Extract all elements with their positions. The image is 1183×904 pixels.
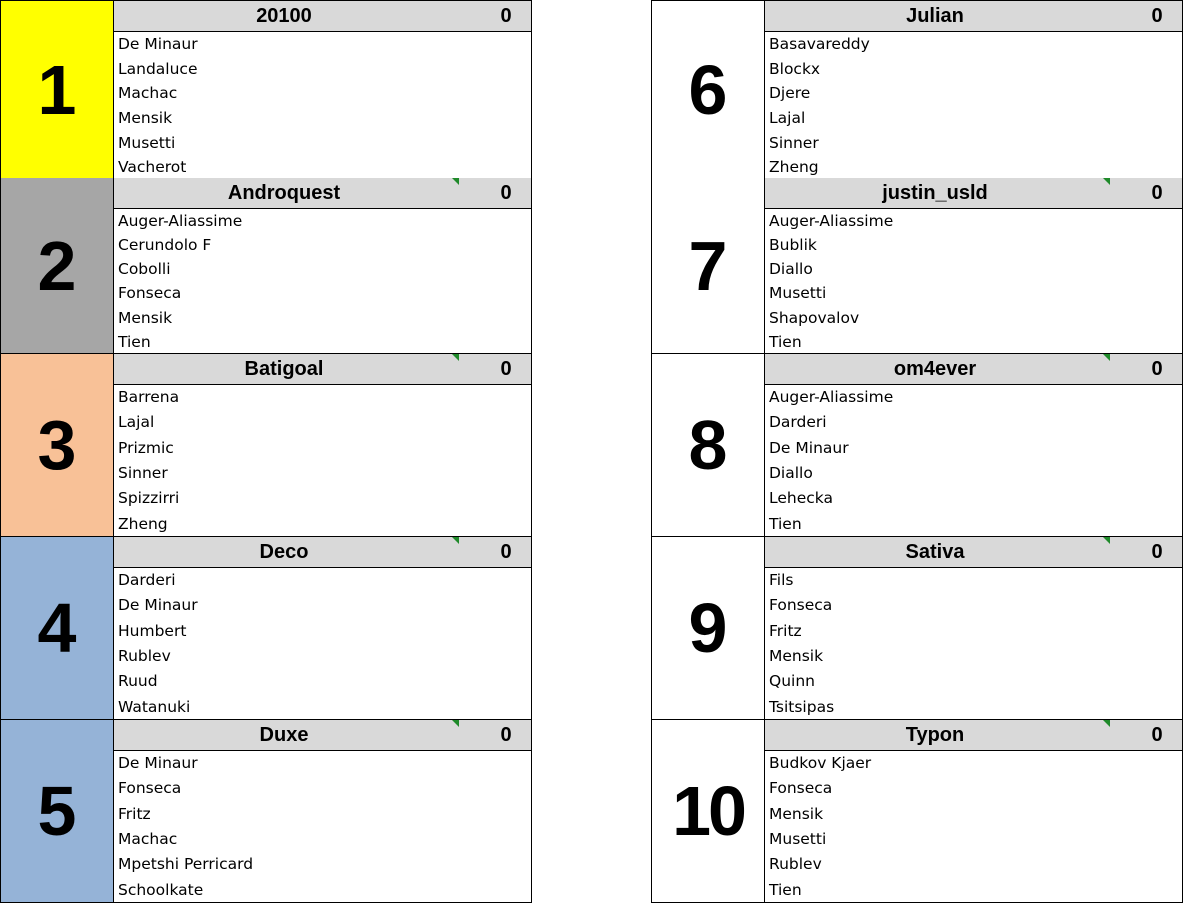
player-name[interactable]: De Minaur: [118, 596, 198, 615]
player-name[interactable]: Machac: [118, 84, 178, 103]
team-score: 0: [1151, 182, 1163, 204]
rank-cell[interactable]: 8: [652, 354, 765, 536]
player-name[interactable]: Barrena: [118, 388, 180, 406]
player-name[interactable]: Spizzirri: [118, 489, 180, 508]
player-name[interactable]: Machac: [118, 829, 178, 848]
player-name[interactable]: Mpetshi Perricard: [118, 855, 254, 874]
team-name: Sativa: [905, 541, 965, 563]
player-name[interactable]: Basavareddy: [769, 35, 870, 53]
team-block: [0, 178, 532, 354]
player-list: [114, 32, 531, 178]
team-block: [651, 0, 1183, 179]
player-name[interactable]: Djere: [769, 84, 811, 103]
player-name[interactable]: Tien: [769, 514, 802, 533]
player-name[interactable]: Auger-Aliassime: [769, 212, 894, 230]
player-name[interactable]: Fritz: [769, 621, 802, 640]
player-name[interactable]: Darderi: [118, 571, 176, 589]
team-name: 20100: [256, 5, 312, 27]
player-name[interactable]: De Minaur: [769, 438, 849, 457]
player-list: [114, 385, 531, 536]
player-name[interactable]: Schoolkate: [118, 880, 204, 899]
rank-cell[interactable]: 7: [652, 178, 765, 353]
team-block: [0, 0, 532, 179]
player-name[interactable]: Diallo: [769, 260, 813, 279]
player-name[interactable]: Fonseca: [118, 284, 182, 303]
rank-cell[interactable]: 1: [1, 1, 114, 178]
team-score: 0: [500, 541, 512, 563]
player-name[interactable]: De Minaur: [118, 754, 198, 772]
player-name[interactable]: Shapovalov: [769, 308, 860, 327]
rank-cell[interactable]: 6: [652, 1, 765, 178]
player-list: [765, 209, 1182, 353]
player-name[interactable]: Zheng: [118, 514, 168, 533]
team-score: 0: [500, 5, 512, 27]
team-header[interactable]: [114, 720, 531, 751]
player-name[interactable]: Fonseca: [118, 779, 182, 798]
player-name[interactable]: Lehecka: [769, 489, 833, 508]
player-name[interactable]: Landaluce: [118, 59, 198, 78]
team-header[interactable]: [765, 178, 1182, 209]
team-name: Julian: [906, 5, 964, 27]
player-name[interactable]: De Minaur: [118, 35, 198, 53]
player-name[interactable]: Rublev: [118, 646, 171, 665]
player-name[interactable]: Tsitsipas: [769, 697, 835, 716]
player-name[interactable]: Mensik: [118, 108, 173, 127]
rank-cell[interactable]: 10: [652, 720, 765, 902]
team-name: Typon: [905, 724, 965, 746]
team-name: Batigoal: [244, 358, 324, 380]
player-list: [765, 385, 1182, 536]
player-name[interactable]: Musetti: [118, 133, 176, 152]
player-list: [765, 568, 1182, 719]
player-name[interactable]: Bublik: [769, 236, 817, 255]
player-name[interactable]: Lajal: [118, 413, 155, 432]
player-list: [765, 32, 1182, 178]
team-block: [651, 720, 1183, 903]
player-name[interactable]: Darderi: [769, 413, 827, 432]
player-name[interactable]: Budkov Kjaer: [769, 754, 872, 772]
player-name[interactable]: Vacherot: [118, 158, 187, 177]
player-name[interactable]: Diallo: [769, 463, 813, 482]
player-name[interactable]: Fritz: [118, 804, 151, 823]
team-name: justin_usld: [882, 182, 988, 204]
player-list: [765, 751, 1182, 902]
team-score: 0: [1151, 541, 1163, 563]
team-name: Duxe: [259, 724, 309, 746]
player-name[interactable]: Auger-Aliassime: [118, 212, 243, 230]
team-score: 0: [500, 182, 512, 204]
rank-cell[interactable]: 5: [1, 720, 114, 902]
player-name[interactable]: Watanuki: [118, 697, 191, 716]
player-name[interactable]: Lajal: [769, 108, 806, 127]
player-name[interactable]: Mensik: [769, 646, 824, 665]
player-name[interactable]: Musetti: [769, 829, 827, 848]
team-block: [0, 537, 532, 720]
team-header[interactable]: [114, 178, 531, 209]
player-name[interactable]: Musetti: [769, 284, 827, 303]
player-list: [114, 209, 531, 353]
team-score: 0: [1151, 5, 1163, 27]
team-block: [0, 354, 532, 537]
team-name: om4ever: [893, 358, 977, 380]
player-name[interactable]: Blockx: [769, 59, 821, 78]
player-name[interactable]: Cobolli: [118, 260, 171, 279]
player-name[interactable]: Ruud: [118, 672, 158, 691]
rank-cell[interactable]: 2: [1, 178, 114, 353]
player-name[interactable]: Fils: [769, 571, 794, 589]
player-name[interactable]: Mensik: [118, 308, 173, 327]
team-header[interactable]: [114, 1, 531, 32]
rank-cell[interactable]: 4: [1, 537, 114, 719]
player-name[interactable]: Tien: [769, 880, 802, 899]
player-name[interactable]: Auger-Aliassime: [769, 388, 894, 406]
player-name[interactable]: Tien: [118, 332, 151, 351]
player-name[interactable]: Cerundolo F: [118, 236, 212, 255]
team-header[interactable]: [765, 537, 1182, 568]
team-score: 0: [500, 358, 512, 380]
team-header[interactable]: [114, 537, 531, 568]
team-block: [651, 354, 1183, 537]
player-list: [114, 751, 531, 902]
player-name[interactable]: Prizmic: [118, 438, 174, 457]
team-header[interactable]: [765, 1, 1182, 32]
team-header[interactable]: [114, 354, 531, 385]
player-name[interactable]: Quinn: [769, 672, 815, 691]
team-name: Androquest: [227, 182, 341, 204]
team-score: 0: [1151, 358, 1163, 380]
team-score: 0: [1151, 724, 1163, 746]
player-name[interactable]: Fonseca: [769, 779, 833, 798]
team-score: 0: [500, 724, 512, 746]
player-name[interactable]: Zheng: [769, 158, 819, 177]
player-name[interactable]: Tien: [769, 332, 802, 351]
team-header[interactable]: [765, 720, 1182, 751]
rank-cell[interactable]: 9: [652, 537, 765, 719]
team-name: Deco: [259, 541, 309, 563]
player-name[interactable]: Sinner: [118, 463, 168, 482]
player-name[interactable]: Humbert: [118, 621, 187, 640]
player-name[interactable]: Fonseca: [769, 596, 833, 615]
team-block: [0, 720, 532, 903]
team-block: [651, 178, 1183, 354]
team-header[interactable]: [765, 354, 1182, 385]
player-name[interactable]: Mensik: [769, 804, 824, 823]
team-block: [651, 537, 1183, 720]
player-name[interactable]: Rublev: [769, 855, 822, 874]
rank-cell[interactable]: 3: [1, 354, 114, 536]
player-list: [114, 568, 531, 719]
player-name[interactable]: Sinner: [769, 133, 819, 152]
